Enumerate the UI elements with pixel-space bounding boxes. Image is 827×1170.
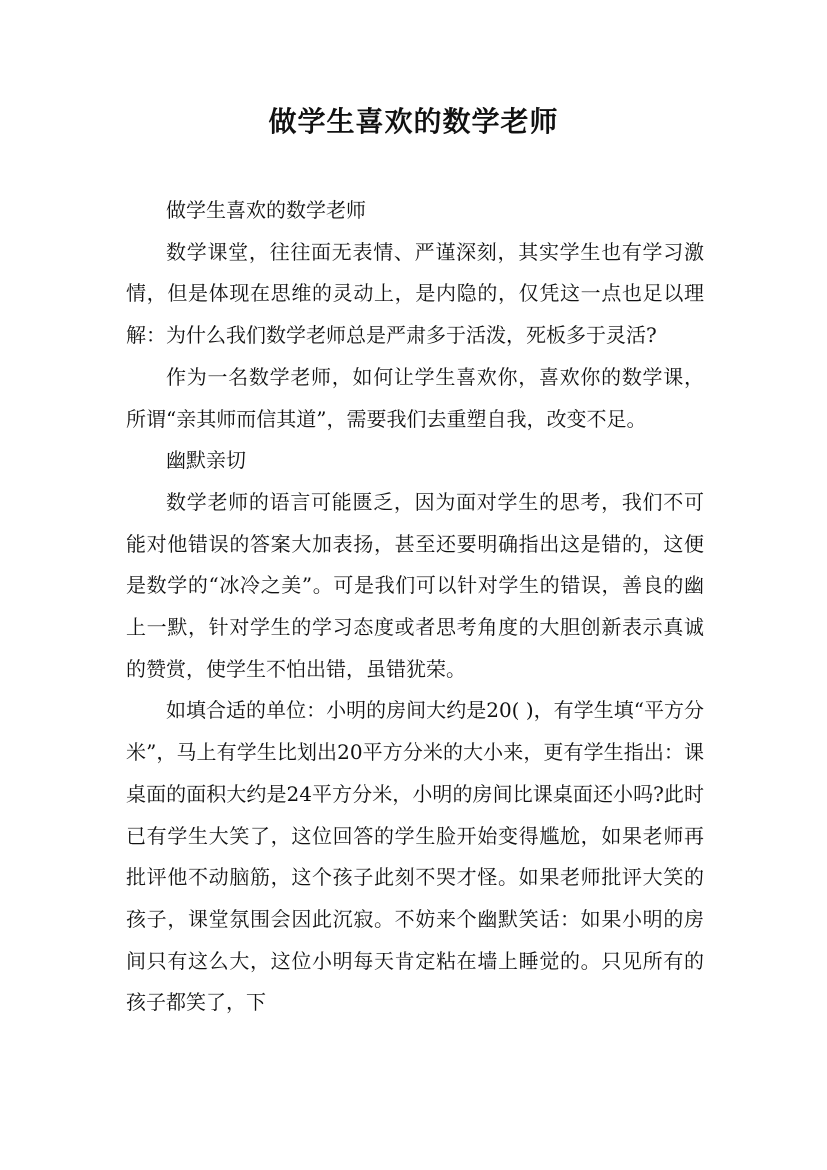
document-title: 做学生喜欢的数学老师 [268, 105, 559, 138]
paragraph: 数学老师的语言可能匮乏，因为面对学生的思考，我们不可能对他错误的答案大加表扬，甚至还要明确指出这是错的，这便是数学的“冰冷之美”。可是我们可以针对学生的错误，善良的幽上一默，针对学生的学习态度或者思考角度的大胆创新表示真诚的赞赏，使学生不怕出错，虽错犹荣。 [126, 489, 704, 681]
paragraph: 数学课堂，往往面无表情、严谨深刻，其实学生也有学习激情，但是体现在思维的灵动上，是内隐的，仅凭这一点也足以理解：为什么我们数学老师总是严肃多于活泼，死板多于灵活? [126, 239, 704, 348]
paragraph: 如填合适的单位：小明的房间大约是20( )，有学生填“平方分米”，马上有学生比划出20平方分米的大小来，更有学生指出：课桌面的面积大约是24平方分米，小明的房间比课桌面还小吗?此时已有学生大笑了，这位回答的学生脸开始变得尴尬，如果老师再批评他不动脑筋，这个孩子此刻不哭才怪。如果老师批评大笑的孩子，课堂氛围会因此沉寂。不妨来个幽默笑话：如果小明的房间只有这么大，这位小明每天肯定粘在墙上睡觉的。只见所有的孩子都笑了，下 [126, 698, 704, 1015]
document-body [126, 190, 704, 1024]
section-heading: 幽默亲切 [166, 448, 246, 473]
paragraph-heading: 做学生喜欢的数学老师 [166, 198, 366, 222]
paragraph: 作为一名数学老师，如何让学生喜欢你，喜欢你的数学课，所谓“亲其师而信其道”，需要我们去重塑自我，改变不足。 [126, 364, 704, 431]
